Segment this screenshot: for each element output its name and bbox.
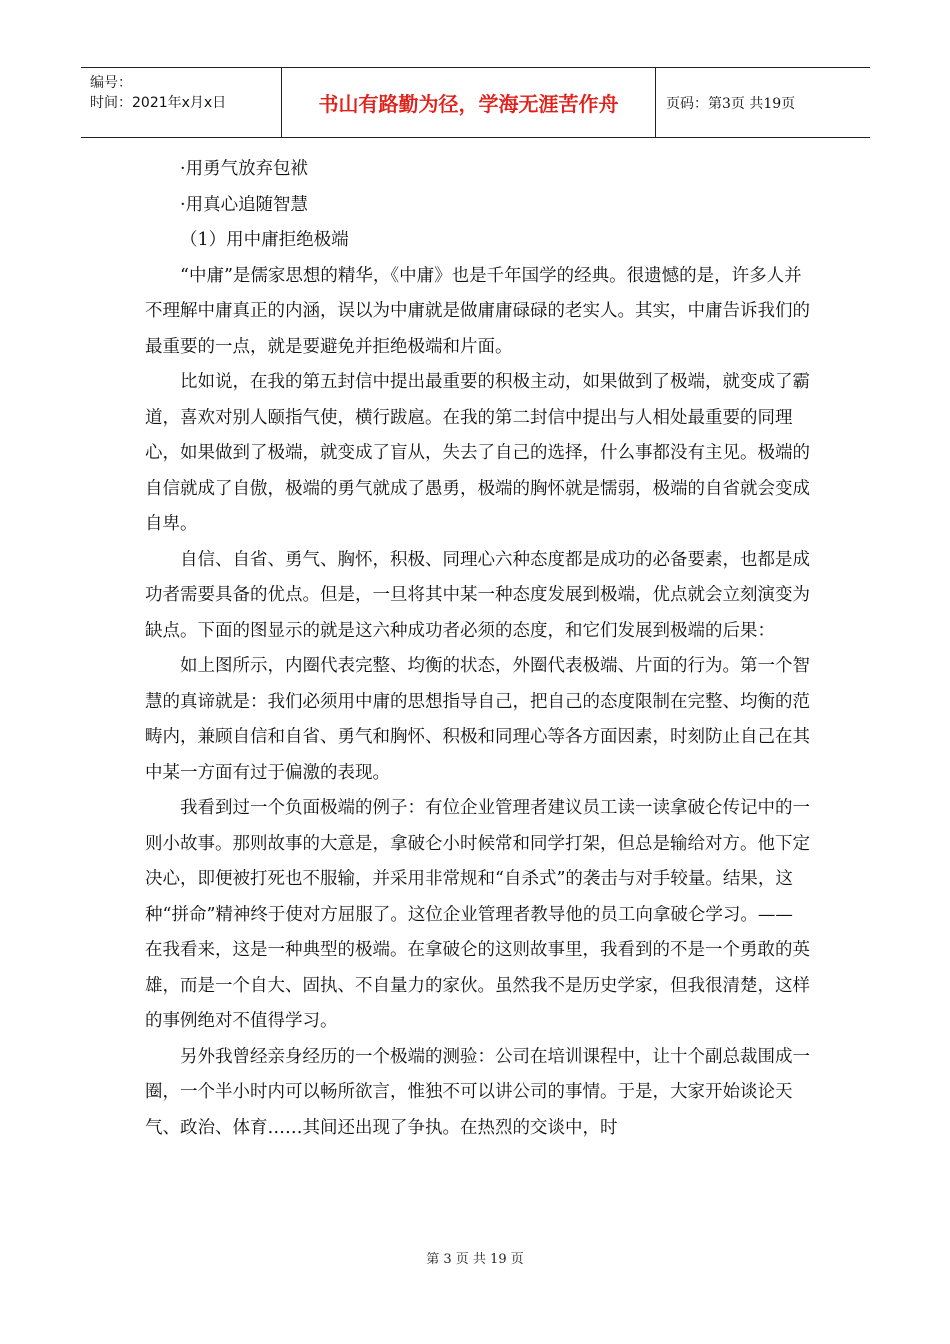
paragraph: 自信、自省、勇气、胸怀，积极、同理心六种态度都是成功的必备要素，也都是成功者需要具备的优点。但是，一旦将其中某一种态度发展到极端，优点就会立刻演变为缺点。下面的图显示的就是这六种成功者必须的态度，和它们发展到极端的后果： [145, 549, 810, 641]
page-footer: 第 3 页 共 19 页 [426, 1252, 524, 1267]
paragraph: “中庸”是儒家思想的精华，《中庸》也是千年国学的经典。很遗憾的是，许多人并不理解中庸真正的内涵，误以为中庸就是做庸庸碌碌的老实人。其实，中庸告诉我们的最重要的一点，就是要避免并拒绝极端和片面。 [145, 265, 810, 357]
time-label: 时间：2021年x月x日 [90, 95, 227, 111]
paragraph: 如上图所示，内圈代表完整、均衡的状态，外圈代表极端、片面的行为。第一个智慧的真谛就是：我们必须用中庸的思想指导自己，把自己的态度限制在完整、均衡的范畴内，兼顾自信和自省、勇气和胸怀、积极和同理心等各方面因素，时刻防止自己在其中某一方面有过于偏激的表现。 [145, 656, 810, 783]
motto-cell [282, 68, 656, 137]
paragraph: ·用真心追随智慧 [180, 194, 309, 215]
paragraph: 另外我曾经亲身经历的一个极端的测验：公司在培训课程中，让十个副总裁围成一圈，一个半小时内可以畅所欲言，惟独不可以讲公司的事情。于是，大家开始谈论天气、政治、体育……其间还出现了争执。在热烈的交谈中，时 [145, 1046, 810, 1138]
page-info-cell [656, 68, 870, 137]
header-meta-cell [81, 68, 282, 137]
document-body [145, 152, 810, 1146]
paragraph: ·用勇气放弃包袱 [180, 159, 309, 179]
section-heading: （1）用中庸拒绝极端 [180, 230, 349, 250]
number-label: 编号： [90, 75, 132, 91]
header-page-info: 页码：第3页 共19页 [666, 95, 796, 112]
paragraph: 比如说，在我的第五封信中提出最重要的积极主动，如果做到了极端，就变成了霸道，喜欢对别人颐指气使，横行跋扈。在我的第二封信中提出与人相处最重要的同理心，如果做到了极端，就变成了盲从，失去了自己的选择，什么事都没有主见。极端的自信就成了自傲，极端的勇气就成了愚勇，极端的胸怀就是懦弱，极端的自省就会变成自卑。 [145, 372, 810, 534]
document-header [81, 67, 870, 138]
paragraph: 我看到过一个负面极端的例子：有位企业管理者建议员工读一读拿破仑传记中的一则小故事。那则故事的大意是，拿破仑小时候常和同学打架，但总是输给对方。他下定决心，即便被打死也不服输，并采用非常规和“自杀式”的袭击与对手较量。结果，这种“拼命”精神终于使对方屈服了。这位企业管理者教导他的员工向拿破仑学习。——在我看来，这是一种典型的极端。在拿破仑的这则故事里，我看到的不是一个勇敢的英雄，而是一个自大、固执、不自量力的家伙。虽然我不是历史学家，但我很清楚，这样的事例绝对不值得学习。 [145, 798, 810, 1031]
header-motto: 书山有路勤为径，学海无涯苦作舟 [318, 92, 619, 116]
